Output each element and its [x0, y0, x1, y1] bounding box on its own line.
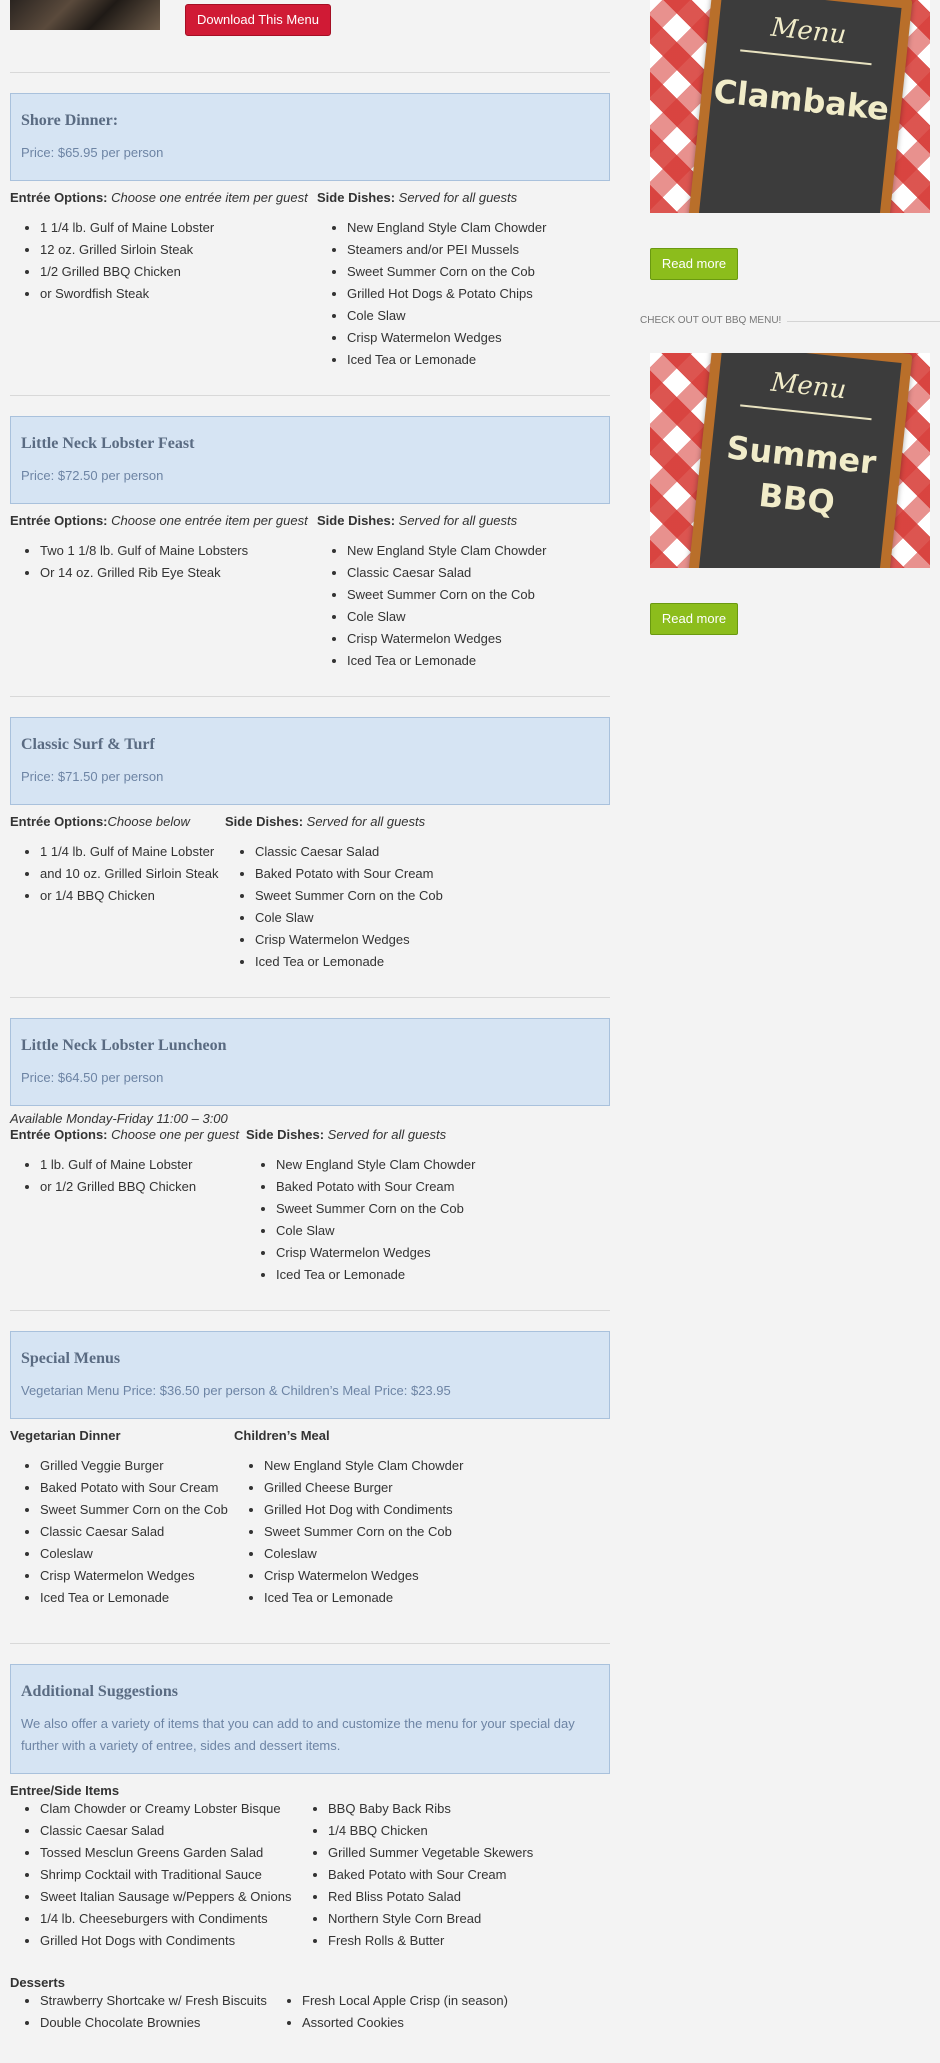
list-item: • 1 1/4 lb. Gulf of Maine Lobster [40, 841, 218, 863]
list-item: • Grilled Hot Dog with Condiments [264, 1499, 463, 1521]
list-item: • 1 1/4 lb. Gulf of Maine Lobster [40, 217, 214, 239]
list-item: • Baked Potato with Sour Cream [328, 1864, 533, 1886]
entree-options-note: Choose one entrée item per guest [107, 190, 308, 205]
read-more-button-clambake[interactable]: Read more [650, 248, 738, 280]
divider [10, 72, 610, 73]
entree-options-label: Entrée Options: [10, 513, 108, 528]
divider [10, 395, 610, 396]
list-item: • Baked Potato with Sour Cream [255, 863, 443, 885]
childrens-meal-label: Children’s Meal [234, 1428, 330, 1443]
section-header-panel [10, 1018, 610, 1106]
section-title: Little Neck Lobster Feast [21, 435, 195, 452]
section-price: Price: $72.50 per person [21, 468, 164, 483]
list-item: • Cole Slaw [276, 1220, 475, 1242]
header-photo [10, 0, 160, 30]
section-header-panel [10, 1664, 610, 1774]
side-dishes-list [327, 217, 546, 371]
desserts-list-2 [282, 1990, 508, 2034]
clambake-menu-image[interactable] [650, 0, 930, 213]
list-item: • Sweet Summer Corn on the Cob [264, 1521, 463, 1543]
widget-title-text: CHECK OUT OUT BBQ MENU! [640, 315, 787, 326]
list-item: • Iced Tea or Lemonade [276, 1264, 475, 1286]
read-more-button-bbq[interactable]: Read more [650, 603, 738, 635]
summer-bbq-menu-image[interactable] [650, 353, 930, 568]
list-item: • Tossed Mesclun Greens Garden Salad [40, 1842, 291, 1864]
board-menu-word: Menu [769, 367, 848, 406]
entree-options-note: Choose one entrée item per guest [107, 513, 308, 528]
list-item: • Grilled Hot Dogs & Potato Chips [347, 283, 546, 305]
list-item: • Sweet Summer Corn on the Cob [40, 1499, 228, 1521]
list-item: • or 1/4 BBQ Chicken [40, 885, 218, 907]
side-dishes-list [256, 1154, 475, 1286]
list-item: • 1/4 lb. Cheeseburgers with Condiments [40, 1908, 291, 1930]
list-item: • 1/4 BBQ Chicken [328, 1820, 533, 1842]
list-item: • BBQ Baby Back Ribs [328, 1798, 533, 1820]
side-dishes-label: Side Dishes: [317, 190, 396, 205]
list-item: • Double Chocolate Brownies [40, 2012, 267, 2034]
list-item: • Iced Tea or Lemonade [40, 1587, 228, 1609]
options-row [10, 504, 610, 528]
divider [10, 696, 610, 697]
menu-columns [10, 540, 610, 676]
entree-options-label: Entrée Options: [10, 814, 108, 829]
menu-columns [10, 841, 610, 977]
side-dishes-label: Side Dishes: [317, 513, 396, 528]
list-item: • New England Style Clam Chowder [347, 540, 546, 562]
section-header-panel [10, 416, 610, 504]
list-item: • Grilled Summer Vegetable Skewers [328, 1842, 533, 1864]
section-title: Classic Surf & Turf [21, 736, 155, 753]
list-item: • Northern Style Corn Bread [328, 1908, 533, 1930]
list-item: • Assorted Cookies [302, 2012, 508, 2034]
menu-section-additional [10, 1664, 610, 2034]
list-item: • Classic Caesar Salad [347, 562, 546, 584]
menu-section-special-menus [10, 1331, 610, 1613]
list-item: • Grilled Cheese Burger [264, 1477, 463, 1499]
menu-columns [10, 217, 610, 375]
list-item: • and 10 oz. Grilled Sirloin Steak [40, 863, 218, 885]
section-description: We also offer a variety of items that you can add to and customize the menu for your special day further with a variety of entree, sides and dessert items. [21, 1716, 575, 1753]
list-item: • Baked Potato with Sour Cream [276, 1176, 475, 1198]
entree-side-list [20, 1798, 291, 1952]
entree-list [20, 217, 214, 305]
list-item: • Coleslaw [264, 1543, 463, 1565]
divider [10, 997, 610, 998]
chalkboard [687, 353, 912, 568]
side-dishes-list [327, 540, 546, 672]
list-item: • New England Style Clam Chowder [264, 1455, 463, 1477]
list-item: • Iced Tea or Lemonade [264, 1587, 463, 1609]
chalkboard [687, 0, 912, 213]
list-item: • Clam Chowder or Creamy Lobster Bisque [40, 1798, 291, 1820]
divider [10, 1643, 610, 1644]
list-item: • Iced Tea or Lemonade [347, 349, 546, 371]
list-item: • Cole Slaw [255, 907, 443, 929]
availability-note: Available Monday-Friday 11:00 – 3:00 [10, 1111, 228, 1126]
list-item: • Baked Potato with Sour Cream [40, 1477, 228, 1499]
list-item: • Steamers and/or PEI Mussels [347, 239, 546, 261]
entree-options-label: Entrée Options: [10, 190, 108, 205]
entree-side-items-label: Entree/Side Items [10, 1783, 120, 1798]
section-price: Price: $64.50 per person [21, 1070, 164, 1085]
divider [10, 1310, 610, 1311]
side-dishes-label: Side Dishes: [246, 1127, 325, 1142]
entree-side-list-2 [308, 1798, 533, 1952]
childrens-list [244, 1455, 463, 1609]
options-row [10, 1126, 610, 1142]
list-item: • New England Style Clam Chowder [276, 1154, 475, 1176]
board-title [705, 424, 893, 530]
section-price: Price: $65.95 per person [21, 145, 164, 160]
list-item: • Classic Caesar Salad [40, 1521, 228, 1543]
desserts-list [20, 1990, 267, 2034]
section-title: Additional Suggestions [21, 1683, 178, 1700]
list-item: • Classic Caesar Salad [255, 841, 443, 863]
entree-options-label: Entrée Options: [10, 1127, 108, 1142]
entree-options-note: Choose one per guest [107, 1127, 240, 1142]
widget-title [640, 315, 940, 329]
list-item: • Crisp Watermelon Wedges [255, 929, 443, 951]
menu-section-surf-turf [10, 717, 610, 977]
list-item: • Coleslaw [40, 1543, 228, 1565]
list-item: • 1/2 Grilled BBQ Chicken [40, 261, 214, 283]
board-underline [740, 404, 871, 420]
list-item: • Red Bliss Potato Salad [328, 1886, 533, 1908]
section-header-panel [10, 717, 610, 805]
list-item: • Iced Tea or Lemonade [255, 951, 443, 973]
section-header-panel [10, 93, 610, 181]
menu-columns [10, 1154, 610, 1290]
side-dishes-note: Served for all guests [303, 814, 426, 829]
menu-columns [10, 1455, 610, 1613]
section-price: Price: $71.50 per person [21, 769, 164, 784]
entree-list [20, 841, 218, 907]
list-item: • Cole Slaw [347, 606, 546, 628]
board-title-line-1: Summer [724, 428, 878, 482]
side-dishes-list [235, 841, 443, 973]
options-row [10, 1419, 610, 1443]
menu-section-lobster-feast [10, 416, 610, 676]
list-item: • 1 lb. Gulf of Maine Lobster [40, 1154, 196, 1176]
download-menu-button[interactable]: Download This Menu [185, 4, 331, 36]
list-item: • Grilled Veggie Burger [40, 1455, 228, 1477]
main-content [10, 0, 610, 2034]
list-item: • Fresh Rolls & Butter [328, 1930, 533, 1952]
list-item: • Iced Tea or Lemonade [347, 650, 546, 672]
side-dishes-label: Side Dishes: [225, 814, 304, 829]
list-item: • Crisp Watermelon Wedges [347, 628, 546, 650]
menu-section-lobster-luncheon [10, 1018, 610, 1290]
list-item: • Sweet Italian Sausage w/Peppers & Onions [40, 1886, 291, 1908]
vegetarian-dinner-label: Vegetarian Dinner [10, 1428, 121, 1443]
list-item: • Shrimp Cocktail with Traditional Sauce [40, 1864, 291, 1886]
list-item: • Crisp Watermelon Wedges [347, 327, 546, 349]
section-title: Shore Dinner: [21, 112, 119, 129]
section-title: Little Neck Lobster Luncheon [21, 1037, 227, 1054]
list-item: • Crisp Watermelon Wedges [264, 1565, 463, 1587]
section-title: Special Menus [21, 1350, 121, 1367]
side-dishes-note: Served for all guests [395, 513, 518, 528]
side-dishes-note: Served for all guests [324, 1127, 447, 1142]
list-item: • or Swordfish Steak [40, 283, 214, 305]
board-underline [740, 49, 871, 65]
top-row [10, 0, 610, 44]
dessert-columns [10, 1990, 610, 2034]
list-item: • 12 oz. Grilled Sirloin Steak [40, 239, 214, 261]
board-menu-word: Menu [769, 12, 848, 51]
list-item: • Or 14 oz. Grilled Rib Eye Steak [40, 562, 248, 584]
list-item: • Strawberry Shortcake w/ Fresh Biscuits [40, 1990, 267, 2012]
menu-columns [10, 1798, 610, 1956]
board-title: Clambake [711, 71, 891, 129]
entree-list [20, 1154, 196, 1198]
menu-section-shore-dinner [10, 93, 610, 375]
options-row [10, 805, 610, 829]
desserts-label: Desserts [10, 1975, 65, 1990]
section-header-panel [10, 1331, 610, 1419]
list-item: • Sweet Summer Corn on the Cob [255, 885, 443, 907]
options-row [10, 181, 610, 205]
list-item: • Sweet Summer Corn on the Cob [276, 1198, 475, 1220]
list-item: • Classic Caesar Salad [40, 1820, 291, 1842]
list-item: • Sweet Summer Corn on the Cob [347, 261, 546, 283]
list-item: • Grilled Hot Dogs with Condiments [40, 1930, 291, 1952]
list-item: • New England Style Clam Chowder [347, 217, 546, 239]
list-item: • or 1/2 Grilled BBQ Chicken [40, 1176, 196, 1198]
list-item: • Crisp Watermelon Wedges [276, 1242, 475, 1264]
list-item: • Crisp Watermelon Wedges [40, 1565, 228, 1587]
side-dishes-note: Served for all guests [395, 190, 518, 205]
list-item: • Two 1 1/8 lb. Gulf of Maine Lobsters [40, 540, 248, 562]
section-price: Vegetarian Menu Price: $36.50 per person & Children’s Meal Price: $23.95 [21, 1383, 451, 1398]
list-item: • Cole Slaw [347, 305, 546, 327]
board-title-line-2: BBQ [756, 475, 837, 522]
list-item: • Sweet Summer Corn on the Cob [347, 584, 546, 606]
entree-list [20, 540, 248, 584]
entree-options-note: Choose below [107, 814, 190, 829]
list-item: • Fresh Local Apple Crisp (in season) [302, 1990, 508, 2012]
vegetarian-list [20, 1455, 228, 1609]
